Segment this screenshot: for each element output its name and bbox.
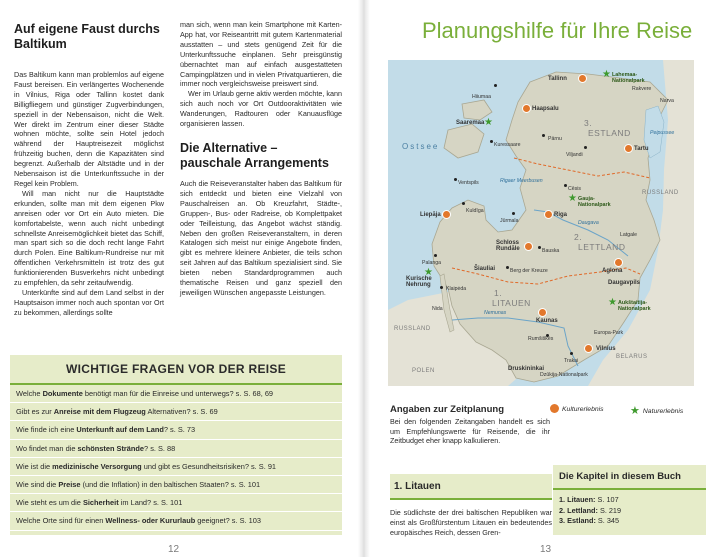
city-label-kaunas: Kaunas [536,318,558,324]
legend-culture: Kulturerlebnis [550,404,604,413]
section-heading: Auf eigene Faust durchs Baltikum [14,22,160,51]
city-label-riga: Riga [554,212,568,218]
nature-star-icon: ★ [630,405,640,417]
neighbor-label: BELARUS [616,354,648,360]
legend-nature: ★ Naturerlebnis [630,405,684,417]
city-label-druskininkai: Druskininkai [508,366,545,372]
section-text: Die südlichste der drei baltischen Republiken war einst als Großfürstentum Litauen ein bedeutendes europäisches Reich, dessen Gren- [390,508,552,537]
town-label: Dzūkija-Nationalpark [540,372,588,378]
culture-marker [442,210,451,219]
time-planning-heading: Angaben zur Zeitplanung [390,404,504,415]
page-number: 13 [540,544,552,555]
section-heading: 1. Litauen [390,474,552,500]
city-label-rundale: Schloss Rundāle [496,240,520,252]
sea-label: Ostsee [402,142,440,151]
neighbor-label: RUSSLAND [394,326,431,332]
town-label: Narva [660,98,674,104]
nature-marker: ★ [602,69,611,80]
region-number: 2. [574,232,583,242]
faq-item: Wie ist die medizinische Versorgung und gibt es Gesundheitsrisiken? s. S. 91 [10,458,342,476]
chapters-box [553,465,706,535]
paragraph: man sich, wenn man kein Smartphone mit Karten-App hat, vor Reiseantritt mit gutem Kartenmaterial ausstatten – und stets genügend Zeit für die Unterkunftssuche einplanen. Sehr preisgünstig übernachtet man auf einfach ausgestatteten Campingplätzen und in vielen Privatquartieren, die immer noch vergleichsweise preiswert sind. [180,20,342,89]
city-label-haapsalu: Haapsalu [532,106,559,112]
water-label: Peipussee [650,130,675,136]
right-page [368,0,720,557]
city-label-siauliai: Šiauliai [474,266,496,272]
water-label: Nemunas [484,310,507,316]
culture-marker [538,308,547,317]
chapter-item: 2. Lettland: S. 219 [559,505,622,515]
page-title: Planungshilfe für Ihre Reise [422,18,693,43]
time-planning-text: Bei den folgenden Zeitangaben handelt es sich um Empfehlungswerte für Reisende, die ihr Zeitbudget eher knapp kalkulieren. [390,417,550,446]
town-label: Bauska [542,248,560,254]
town-label: Kuldīga [466,208,484,214]
chapters-list [553,490,706,527]
baltic-map [388,60,694,386]
faq-item: Wo findet man die schönsten Strände? s. S. 88 [10,440,342,458]
city-label-tartu: Tartu [634,146,649,152]
town-label: Ventspils [458,180,479,186]
country-label: ESTLAND [588,128,631,138]
town-label: Berg der Kreuze [510,268,548,274]
section-heading: Die Alternative – pauschale Arrangements [180,140,329,170]
chapters-title: Die Kapitel in diesem Buch [553,465,706,490]
park-label-aukstaitija: Aukštaitija-Nationalpark [618,300,651,312]
town-label: Palanga [422,260,442,266]
time-planning-info [390,404,550,446]
town-label: Latgale [620,232,638,238]
faq-item: Wie steht es um die Sicherheit im Land? s. S. 101 [10,494,342,512]
town-label: Pärnu [548,136,562,142]
country-label: LETTLAND [578,242,626,252]
culture-marker [614,258,623,267]
faq-box [10,355,342,535]
culture-marker [522,104,531,113]
paragraph: Wer im Urlaub gerne aktiv werden möchte, kann sich auch noch vor Ort Outdooraktivitäten wie Wanderungen, Radtouren oder Kanuausflüge organisieren lassen. [180,89,342,129]
city-label-tallinn: Tallinn [548,76,567,82]
faq-list [10,385,342,531]
left-column-1 [14,20,164,318]
saaremaa-island [444,124,484,158]
town-label: Nida [432,306,443,312]
page-number: 12 [168,544,180,555]
town-label: Rakvere [632,86,652,92]
town-label: Klaipėda [446,286,467,292]
town-label: Rumšiškės [528,336,554,342]
faq-item: Gibt es zur Anreise mit dem Flugzeug Alternativen? s. S. 69 [10,403,342,421]
nature-marker: ★ [608,297,617,308]
town-label: Europa-Park [594,330,624,336]
faq-item: Wie finde ich eine Unterkunft auf dem Land? s. S. 73 [10,421,342,439]
city-label-vilnius: Vilnius [596,346,616,352]
city-label-aglona: Aglona [602,268,623,274]
chapter-item: 3. Estland: S. 345 [559,516,620,525]
nature-marker: ★ [484,117,493,128]
water-label: Daugava [578,220,599,226]
town-label: Jūrmala [500,218,519,224]
paragraph: Will man nicht nur die Hauptstädte erkunden, sollte man mit dem eigenen Pkw anreisen oder vor Ort ein Auto mieten. Die komfortabelste, wenn auch nicht unbedingt schnellste Anreisemöglichkeit bietet das Schiff, man spart sich so die doch recht lange Fahrt durch Polen. Eine Baltikum-Rundreise nur mit öffentlichen Verkehrsmitteln ist trotz des gut funktionierenden Busverkehrs nicht unbedingt zu empfehlen, da sehr zeitaufwendig. [14,188,164,288]
town-label: Trakai [564,358,579,364]
faq-title: WICHTIGE FRAGEN VOR DER REISE [10,355,342,385]
water-label: Rigaer Meerbusen [500,178,543,184]
region-number: 1. [494,288,503,298]
culture-marker [584,344,593,353]
park-label-gauja: Gauja-Nationalpark [578,196,611,208]
culture-marker [578,74,587,83]
town-label: Hiiumaa [472,94,492,100]
town-label: Cēsis [568,186,581,192]
country-label: LITAUEN [492,298,531,308]
city-label-kurische: Kurische Nehrung [406,276,432,288]
paragraph: Auch die Reiseveranstalter haben das Baltikum für sich entdeckt und bieten eine Vielzahl von Pauschalreisen an. Ob Kreuzfahrt, Städte-, Gruppen-, Bus- oder Radreise, ob Komplettpaket oder Teilleistung, das Angebot wächst ständig. Neben den großen Reiseveranstaltern, in deren Katalogen sich meist nur einige Angebote finden, gibt es mehrere kleinere Anbieter, die teils schon seit Jahren auf das Baltikum spezialisiert sind. Sie bieten neben Standardprogrammen auch thematische Reisen und ganz speziell den jeweiligen Wünschen angepasste Leistungen. [180,178,342,297]
neighbor-label: POLEN [412,368,435,374]
city-label-daugavpils: Daugavpils [608,280,641,286]
region-number: 3. [584,118,593,128]
neighbor-label: RUSSLAND [642,190,679,196]
nature-marker: ★ [424,267,433,278]
city-label-saaremaa: Saaremaa [456,120,485,126]
left-column-2 [180,20,342,298]
chapter-item: 1. Litauen: S. 107 [559,495,619,504]
nature-marker: ★ [568,193,577,204]
culture-marker [624,144,633,153]
culture-marker [544,210,553,219]
paragraph: Unterkünfte sind auf dem Land selbst in der Hauptsaison immer noch auch spontan vor Ort zu bekommen, allerdings sollte [14,287,164,317]
town-label: Viljandi [566,152,583,158]
town-label: Kuressaare [494,142,521,148]
faq-item: Welche Orte sind für einen Wellness- oder Kururlaub geeignet? s. S. 103 [10,512,342,530]
city-label-liepaja: Liepāja [420,212,441,218]
culture-icon [550,404,559,413]
faq-item: Welche Dokumente benötigt man für die Einreise und unterwegs? s. S. 68, 69 [10,385,342,403]
faq-item: Wie sind die Preise (und die Inflation) in den baltischen Staaten? s. S. 101 [10,476,342,494]
paragraph: Das Baltikum kann man problemlos auf eigene Faust bereisen. Ein verlängertes Wochenende in Vilnius, Riga oder Tallinn kostet dank Billigfliegern und günstiger Zugverbindungen, speziell in der Nebensaison, nicht die Welt. Wer direkt im Zentrum einer dieser Städte wohnen möchte, sollte sein Hotel jedoch während der Hauptreisezeit möglichst frühzeitig buchen, denn die Kapazitäten sind begrenzt. Außerhalb der Altstädte und in der Nebensaison ist die Unterkunftssuche in der Regel kein Problem. [14,70,164,188]
park-label-lahemaa: Lahemaa-Nationalpark [612,72,645,84]
